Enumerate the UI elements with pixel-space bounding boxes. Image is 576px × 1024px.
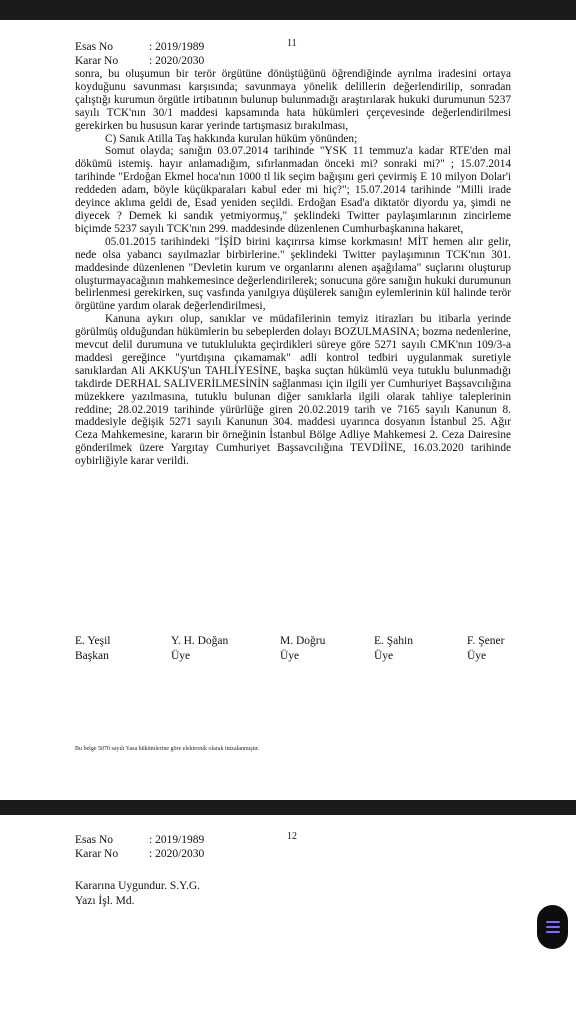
karar-value: : 2020/2030 xyxy=(149,848,205,860)
signature: E. Yeşil Başkan xyxy=(75,635,111,662)
karar-label: Karar No xyxy=(75,55,119,67)
esas-value: : 2019/1989 xyxy=(149,41,205,53)
clerk-line: Yazı İşl. Md. xyxy=(75,895,135,907)
karar-label: Karar No xyxy=(75,848,119,860)
menu-button[interactable] xyxy=(537,905,568,949)
esas-label: Esas No xyxy=(75,834,114,846)
certification-line: Kararına Uygundur. S.Y.G. xyxy=(75,880,200,892)
signature: F. Şener Üye xyxy=(467,635,505,662)
certification-text xyxy=(75,879,200,909)
document-page-12 xyxy=(0,815,576,1024)
paragraph: C) Sanık Atilla Taş hakkında kurulan hüküm yönünden; xyxy=(105,132,358,145)
page-number: 11 xyxy=(287,38,297,49)
esas-value: : 2019/1989 xyxy=(149,834,205,846)
karar-value: : 2020/2030 xyxy=(149,55,205,67)
signature: M. Doğru Üye xyxy=(280,635,326,662)
menu-lines-icon xyxy=(546,921,560,933)
footer-note: Bu belge 5070 sayılı Yasa hükümlerine göre elektronik olarak imzalanmıştır. xyxy=(75,746,260,752)
case-meta xyxy=(75,40,204,68)
paragraph: 05.01.2015 tarihindeki "İŞİD birini kaçırırsa kimse korkmasın! MİT hemen alır gelir, nede olsa yabancı sayılmazlar birbirlerine." şeklindeki Twitter paylaşımının TCK'nın 301. maddesinde düzenlenen "Devletin kurum ve organlarını alenen aşağılama" suçlarını oluşturup oluşturmayacağının mahkemesince değerlendirilerek; sonucuna göre sanığın hukuki durumunun belirlenmesi gerekirken, suç vasfında yanılgıya düşülerek sanığın eylemlerinin kül halinde terör örgütüne yardım olarak değerlendirilmesi, xyxy=(75,235,511,313)
paragraph: Kanuna aykırı olup, sanıklar ve müdafilerinin temyiz itirazları bu itibarla yerinde görülmüş olduğundan hükümlerin bu sebeplerden dolayı BOZULMASINA; bozma nedenlerine, mevcut delil durumuna ve tutuklulukta geçirdikleri süreye göre 5271 sayılı CMK'nın 109/3-a maddesi gereğince "yurtdışına çıkamamak" adli kontrol tedbiri uygulanmak suretiyle sanıklardan Ali AKKUŞ'un TAHLİYESİNE, başka suçtan hükümlü veya tutuklu bulunmadığı takdirde DERHAL SALIVERİLMESİNİN sağlanması için ilgili yer Cumhuriyet Başsavcılığına müzekkere yazılmasına, tutuklu bulunan diğer sanıklarla ilgili olarak tahliye taleplerinin reddine; 28.02.2019 tarihinde yürürlüğe giren 20.02.2019 tarih ve 7165 sayılı Kanunun 8. maddesiyle değişik 5271 sayılı Kanunun 304. maddesi uyarınca dosyanın İstanbul 25. Ağır Ceza Mahkemesine, kararın bir örneğinin İstanbul Bölge Adliye Mahkemesi 2. Ceza Dairesine gönderilmek üzere Yargıtay Cumhuriyet Başsavcılığına TEVDİİNE, 16.03.2020 tarihinde oybirliğiyle karar verildi. xyxy=(75,313,511,468)
esas-label: Esas No xyxy=(75,41,114,53)
case-meta xyxy=(75,833,204,861)
paragraph: sonra, bu oluşumun bir terör örgütüne dönüştüğünü öğrendiğinde ayrılma iradesini ortaya koyduğunu savunması karşısında; savunmaya yönelik delillerin değerlendirilip, sonradan çalıştığı kurumun örgütle irtibatının bulunup bulunmadığı araştırılarak hukuki durumunun 5237 sayılı TCK'nın 30/1 maddesi kapsamında hata hükümleri çerçevesinde değerlendirilmesi gerekirken bu hususun karar yerinde tartışmasız bırakılması, xyxy=(75,68,511,132)
signature: Y. H. Doğan Üye xyxy=(171,635,229,662)
signature: E. Şahin Üye xyxy=(374,635,413,662)
page-number: 12 xyxy=(287,831,297,842)
paragraph: Somut olayda; sanığın 03.07.2014 tarihinde "YSK 11 temmuz'a kadar RTE'den mal dökümü istemiş. hayır anlamadığım, sıfırlanmadan önceki mi? sonraki mi?" ; 15.07.2014 tarihinde "Erdoğan Ekmel hoca'nın 1000 tl lik seçim bağışını geri çevirmiş E 10 milyon Dolar'i reddeden adam, böyle küçükparaları kabul eder mi hiç?"; 15.07.2014 tarihinde "Milli irade deyince aklıma geldi de, Esad yeniden seçildi. Erdoğan Esad'a diktatör diyordu ya, şimdi ne diyecek ? Demek ki sandık yetmiyormuş," şeklindeki Twitter paylaşımlarının zincirleme biçimde 5237 sayılı TCK'nın 299. maddesinde düzenlenen Cumhurbaşkanına hakaret, xyxy=(75,145,511,235)
document-page-11 xyxy=(0,20,576,800)
document-body xyxy=(75,68,511,468)
